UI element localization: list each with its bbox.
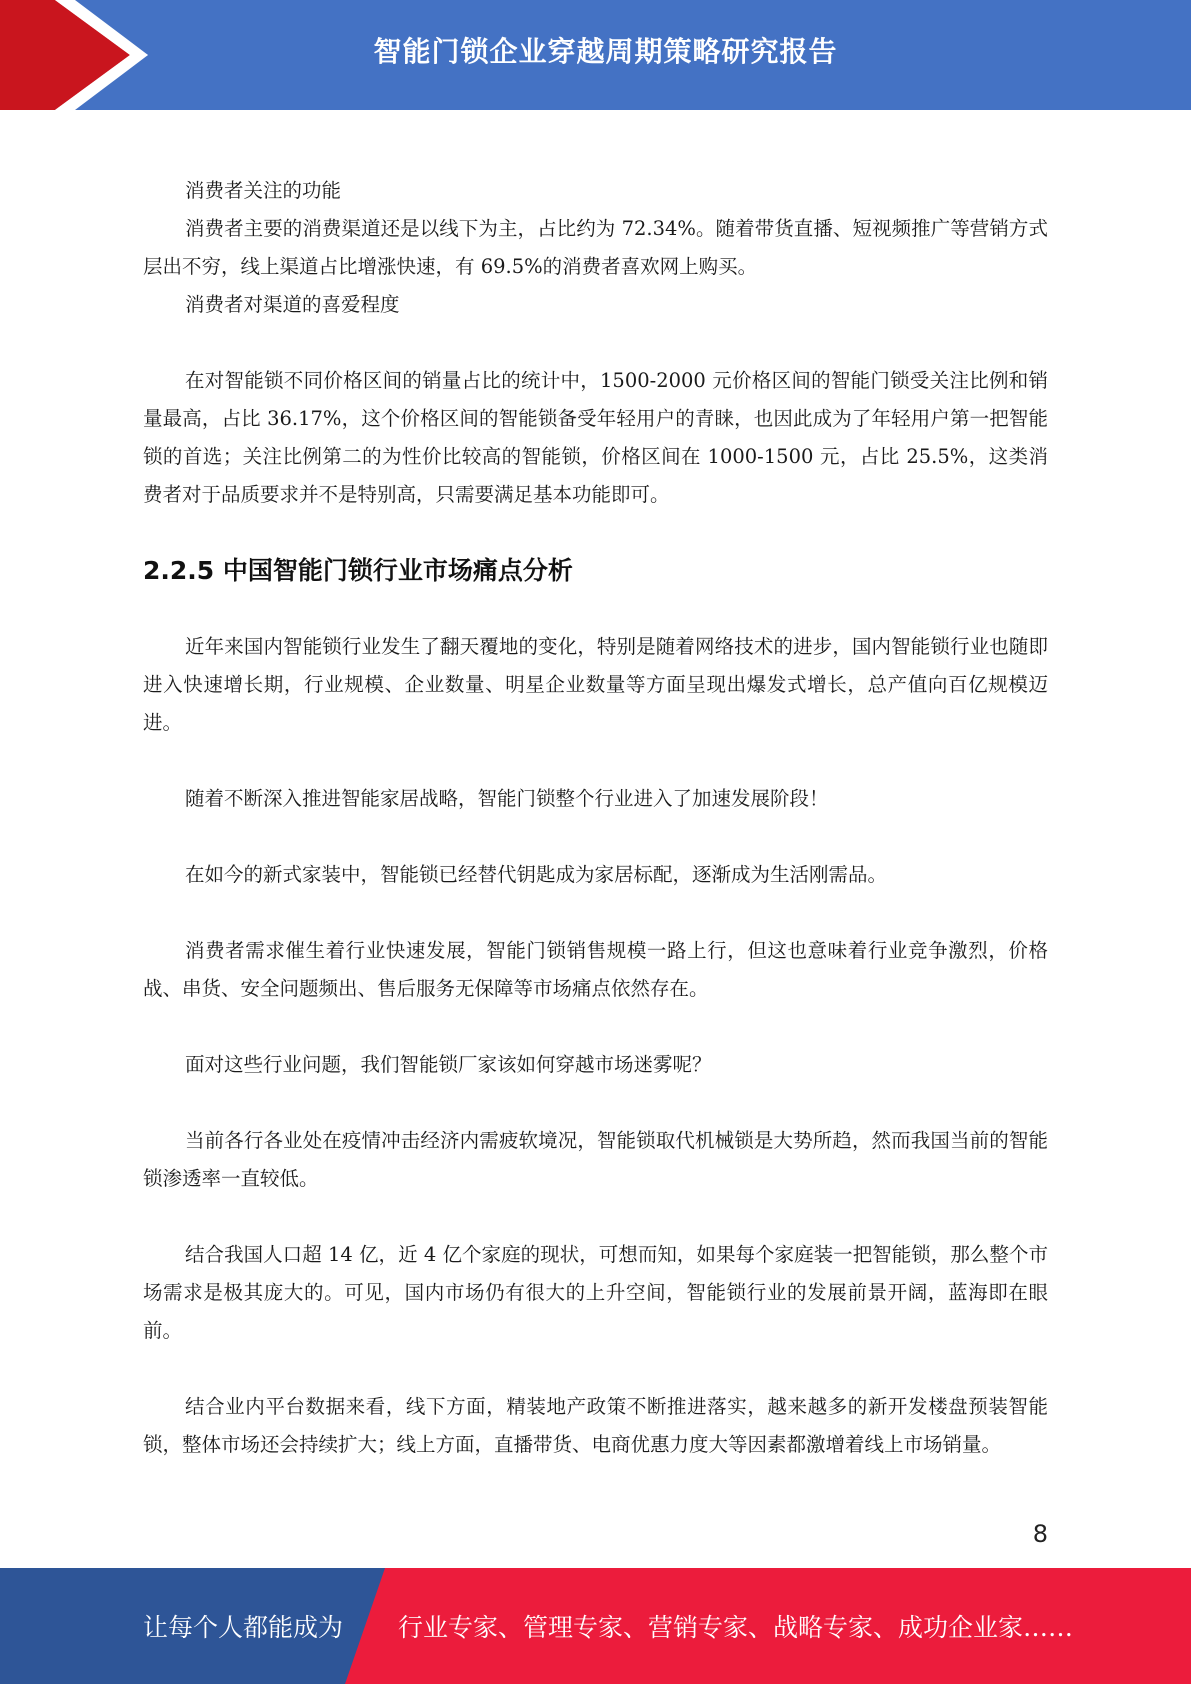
paragraph-2: 消费者主要的消费渠道还是以线下为主，占比约为 72.34%。随着带货直播、短视频推广等营销方式层出不穷，线上渠道占比增涨快速，有 69.5%的消费者喜欢网上购买。 [143, 217, 1048, 278]
paragraph-5: 近年来国内智能锁行业发生了翻天覆地的变化，特别是随着网络技术的进步，国内智能锁行业也随即进入快速增长期，行业规模、企业数量、明星企业数量等方面呈现出爆发式增长，总产值向百亿规模迈进。 [143, 635, 1048, 734]
paragraph-6: 随着不断深入推进智能家居战略，智能门锁整个行业进入了加速发展阶段！ [185, 787, 829, 810]
footer-slogan-right: 行业专家、管理专家、营销专家、战略专家、成功企业家…… [398, 1613, 1074, 1642]
paragraph-7: 在如今的新式家装中，智能锁已经替代钥匙成为家居标配，逐渐成为生活刚需品。 [185, 863, 888, 886]
section-heading: 2.2.5 中国智能门锁行业市场痛点分析 [143, 556, 573, 585]
page-header [0, 0, 1191, 110]
footer-slogan-left: 让每个人都能成为 [143, 1613, 344, 1642]
paragraph-1: 消费者关注的功能 [185, 179, 342, 202]
paragraph-10: 当前各行各业处在疫情冲击经济内需疲软境况，智能锁取代机械锁是大势所趋，然而我国当前的智能锁渗透率一直较低。 [143, 1129, 1048, 1190]
paragraph-11: 结合我国人口超 14 亿，近 4 亿个家庭的现状，可想而知，如果每个家庭装一把智能锁，那么整个市场需求是极其庞大的。可见，国内市场仍有很大的上升空间，智能锁行业的发展前景开阔，蓝海即在眼前。 [143, 1243, 1048, 1342]
paragraph-12: 结合业内平台数据来看，线下方面，精装地产政策不断推进落实，越来越多的新开发楼盘预装智能锁，整体市场还会持续扩大；线上方面，直播带货、电商优惠力度大等因素都激增着线上市场销量。 [143, 1395, 1048, 1456]
paragraph-4: 在对智能锁不同价格区间的销量占比的统计中，1500-2000 元价格区间的智能门锁受关注比例和销量最高，占比 36.17%，这个价格区间的智能锁备受年轻用户的青睐，也因此成为了年轻用户第一把智能锁的首选；关注比例第二的为性价比较高的智能锁，价格区间在 1000-1500 元，占比 25.5%，这类消费者对于品质要求并不是特别高，只需要满足基本功能即可。 [143, 369, 1048, 506]
document-body [143, 172, 1048, 1464]
page-footer [0, 1568, 1191, 1684]
paragraph-8: 消费者需求催生着行业快速发展，智能门锁销售规模一路上行，但这也意味着行业竞争激烈，价格战、串货、安全问题频出、售后服务无保障等市场痛点依然存在。 [143, 939, 1048, 1000]
paragraph-9: 面对这些行业问题，我们智能锁厂家该如何穿越市场迷雾呢？ [185, 1053, 712, 1076]
report-title: 智能门锁企业穿越周期策略研究报告 [373, 35, 838, 68]
page-number: 8 [1032, 1520, 1048, 1548]
paragraph-3: 消费者对渠道的喜爱程度 [185, 293, 400, 316]
